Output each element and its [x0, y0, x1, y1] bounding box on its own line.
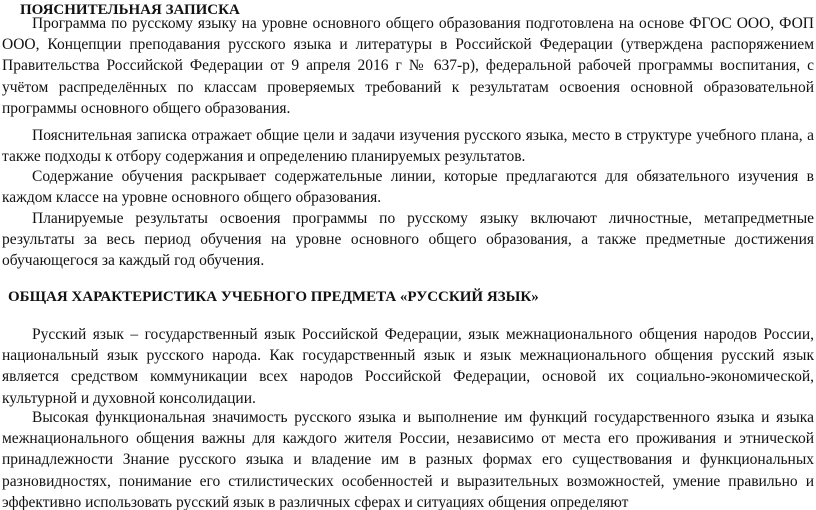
paragraph-planned-results: Планируемые результаты освоения программы по русскому языку включают личностные, метапредметные результаты за весь период обучения на уровне основного общего образования, а также предметные достижения обучающегося за каждый год обучения. [2, 210, 814, 270]
paragraph-note-goals: Пояснительная записка отражает общие цели и задачи изучения русского языка, место в структуре учебного плана, а также подходы к отбору содержания и определению планируемых результатов. [2, 127, 814, 166]
section-heading-explanatory-note: ПОЯСНИТЕЛЬНАЯ ЗАПИСКА [20, 2, 240, 18]
paragraph-state-language: Русский язык – государственный язык Российской Федерации, язык межнационального общения народов России, национальный язык русского народа. Как государственный язык и язык межнационального общения русский язык является средством коммуникации всех народов Российской Федерации, основой их социально-экономической, культурной и духовной консолидации. [2, 326, 814, 407]
paragraph-content-lines: Содержание обучения раскрывает содержательные линии, которые предлагаются для обязательного изучения в каждом классе на уровне основного общего образования. [2, 168, 814, 207]
paragraph-program-basis: Программа по русскому языку на уровне основного общего образования подготовлена на основе ФГОС ООО, ФОП ООО, Концепции преподавания русского языка и литературы в Российской Федерации (утверждена распоряжением Правительства Российской Федерации от 9 апреля 2016 г № 637-р), федеральной рабочей программы воспитания, с учётом распределённых по классам проверяемых требований к результатам освоения основной образовательной программы основного общего образования. [2, 15, 814, 117]
paragraph-functional-significance: Высокая функциональная значимость русского языка и выполнение им функций государственного языка и языка межнационального общения важны для каждого жителя России, независимо от места его проживания и этнической принадлежности Знание русского языка и владение им в разных формах его существования и функциональных разновидностях, понимание его стилистических особенностей и выразительных возможностей, умение правильно и эффективно использовать русский язык в различных сферах и ситуациях общения определяют [2, 409, 814, 510]
section-heading-subject-characteristics: ОБЩАЯ ХАРАКТЕРИСТИКА УЧЕБНОГО ПРЕДМЕТА «РУССКИЙ ЯЗЫК» [8, 289, 539, 305]
